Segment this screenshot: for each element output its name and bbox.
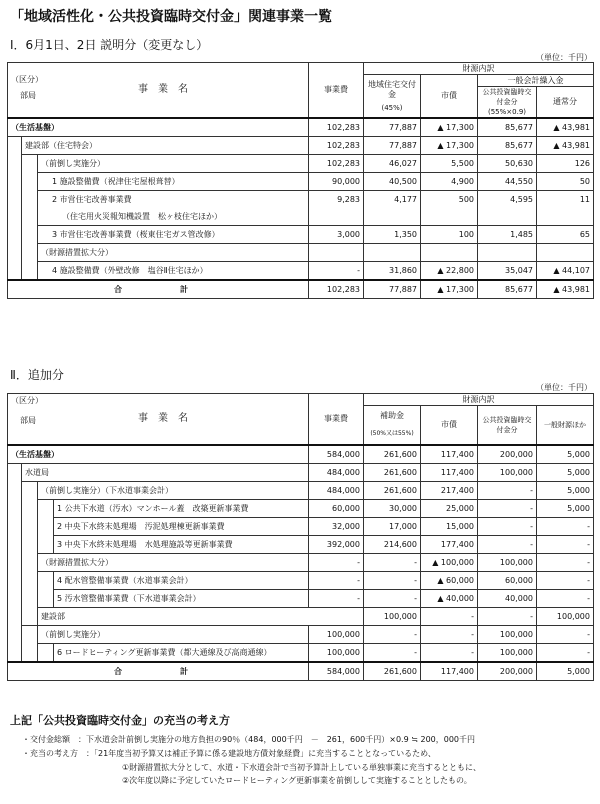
s1-header-jigyo: 事 業 名 (138, 84, 188, 95)
cell-koukyou (478, 208, 537, 226)
cell-kisai: 4,900 (421, 173, 478, 191)
cell-kisai: ▲ 22,800 (421, 262, 478, 281)
cell-tsujo: 11 (537, 191, 594, 209)
cell-chiiki: 77,887 (364, 118, 421, 137)
notes-line-4: ②次年度以降に予定していたロードヒーティング更新事業を前倒しして実施することとしたもの。 (122, 776, 472, 785)
row-label: 2 中央下水終末処理場 汚泥処理棟更新事業費 (54, 518, 309, 536)
total-kisai: ▲ 17,300 (421, 280, 478, 299)
table-row (8, 445, 594, 464)
cell-jigyohi: 60,000 (309, 500, 364, 518)
cell-koukyou: 60,000 (478, 572, 537, 590)
cell-koukyou: 4,595 (478, 191, 537, 209)
s2-header-hojo (364, 406, 421, 445)
total-jigyohi: 102,283 (309, 280, 364, 299)
cell-kisai: 5,500 (421, 155, 478, 173)
cell-tsujo: 126 (537, 155, 594, 173)
cell-hojo: - (421, 608, 478, 626)
s2-header-jigyohi: 事業費 (309, 394, 364, 446)
s1-header-zaigen: 財源内訳 (364, 63, 594, 75)
cell-ippan: - (537, 536, 594, 554)
row-label: 3 中央下水終末処理場 水処理施設等更新事業費 (54, 536, 309, 554)
cell-kisai: 25,000 (421, 500, 478, 518)
table-row (8, 590, 594, 608)
cell-jigyohi: 392,000 (309, 536, 364, 554)
cell-hojo: - (364, 590, 421, 608)
cell-ippan: - (537, 590, 594, 608)
notes-line-1: ・交付金総額 ：下水道会計前倒し実施分の地方負担の90％（484，000千円 － 261，600千円）×0.9 ≒ 200，000千円 (22, 735, 476, 744)
cell-hojo: 261,600 (364, 482, 421, 500)
cell-tsujo: ▲ 44,107 (537, 262, 594, 281)
cell-chiiki: 46,027 (364, 155, 421, 173)
cell-jigyohi: 9,283 (309, 191, 364, 209)
row-label: （財源措置拡大分） (38, 244, 309, 262)
total-row (8, 662, 594, 681)
indent-cell (8, 137, 22, 281)
indent-cell (38, 644, 54, 663)
total-koukyou: 200,000 (478, 662, 537, 681)
cell-kisai (421, 208, 478, 226)
row-label: （生活基盤） (8, 445, 309, 464)
cell-ippan: - (537, 554, 594, 572)
row-label: （前倒し実施分） (38, 155, 309, 173)
total-row (8, 280, 594, 299)
cell-hojo: - (364, 572, 421, 590)
s1-header-kisai: 市債 (421, 75, 478, 119)
table-row (8, 208, 594, 226)
s1-header-koukyou-rate: (55%×0.9) (488, 108, 527, 116)
cell-koukyou: 200,000 (478, 445, 537, 464)
table-row (8, 173, 594, 191)
s1-header-tsujo: 通常分 (537, 87, 594, 119)
row-label: 1 施設整備費（祝津住宅屋根葺替） (38, 173, 309, 191)
s2-header-hojo-label: 補助金 (380, 411, 404, 421)
notes (10, 712, 590, 788)
table-row (8, 226, 594, 244)
cell-koukyou: 50,630 (478, 155, 537, 173)
cell-koukyou (478, 244, 537, 262)
cell-hojo: 30,000 (364, 500, 421, 518)
cell-kisai: 100 (421, 226, 478, 244)
cell-kisai: - (478, 608, 537, 626)
cell-ippan: 5,000 (537, 482, 594, 500)
s1-header-chiiki-rate: (45%) (381, 103, 403, 112)
total-kisai: 117,400 (421, 662, 478, 681)
row-label: 建設部（住宅特会） (22, 137, 309, 155)
cell-ippan: - (537, 644, 594, 663)
cell-koukyou: 100,000 (478, 644, 537, 663)
cell-jigyohi: 102,283 (309, 137, 364, 155)
cell-chiiki: 1,350 (364, 226, 421, 244)
s1-header-koukyou (478, 87, 537, 119)
cell-kisai: ▲ 60,000 (421, 572, 478, 590)
section1-heading: Ⅰ．6月1日、2日 説明分（変更なし） (10, 38, 209, 52)
indent-cell (22, 626, 38, 663)
table-row (8, 137, 594, 155)
s1-header-chiiki-label: 地域住宅交付金 (368, 79, 417, 99)
row-label: （生活基盤） (8, 118, 309, 137)
cell-kisai: 117,400 (421, 445, 478, 464)
cell-jigyohi: 100,000 (364, 608, 421, 626)
cell-kisai: ▲ 17,300 (421, 137, 478, 155)
indent-cell (38, 500, 54, 554)
cell-hojo: 261,600 (364, 445, 421, 464)
cell-koukyou: - (478, 500, 537, 518)
cell-koukyou: 40,000 (478, 590, 537, 608)
row-label: 1 公共下水道（汚水）マンホール蓋 改築更新事業費 (54, 500, 309, 518)
section1-table (7, 62, 594, 299)
row-label: （前倒し実施分） (38, 626, 309, 644)
cell-kisai (421, 244, 478, 262)
cell-jigyohi: - (309, 262, 364, 281)
s2-header-kubun: （区分） (11, 396, 43, 405)
s2-header-kisai: 市債 (421, 406, 478, 445)
cell-koukyou: 100,000 (478, 626, 537, 644)
total-label: 合 計 (8, 662, 309, 681)
cell-kisai: 177,400 (421, 536, 478, 554)
table-row (8, 464, 594, 482)
s2-header-koukyou: 公共投資臨時交付金分 (478, 406, 537, 445)
section1-unit: （単位：千円） (536, 53, 592, 62)
section2-heading: Ⅱ．追加分 (10, 368, 64, 382)
cell-hojo: 261,600 (364, 464, 421, 482)
s2-header-bukyoku: 部局 (20, 416, 36, 425)
table-row (8, 554, 594, 572)
cell-koukyou: 100,000 (537, 608, 594, 626)
s1-header-ippan-kurire: 一般会計繰入金 (478, 75, 594, 87)
row-label: 2 市営住宅改善事業費 (38, 191, 309, 209)
total-chiiki: 77,887 (364, 280, 421, 299)
indent-cell (38, 572, 54, 608)
s2-header-ippan: 一般財源ほか (537, 406, 594, 445)
cell-chiiki (364, 208, 421, 226)
cell-chiiki: 4,177 (364, 191, 421, 209)
row-label: 5 汚水管整備事業費（下水道事業会計） (54, 590, 309, 608)
cell-jigyohi: 102,283 (309, 155, 364, 173)
cell-ippan: - (537, 518, 594, 536)
s1-header-jigyohi: 事業費 (309, 63, 364, 119)
indent-cell (8, 464, 22, 663)
cell-jigyohi: 584,000 (309, 445, 364, 464)
row-label: 4 配水管整備事業費（水道事業会計） (54, 572, 309, 590)
s1-header-bukyoku: 部局 (20, 91, 36, 100)
total-koukyou: 85,677 (478, 280, 537, 299)
cell-hojo: 214,600 (364, 536, 421, 554)
cell-kisai: 500 (421, 191, 478, 209)
cell-jigyohi: 100,000 (309, 644, 364, 663)
row-label: （財源措置拡大分） (38, 554, 309, 572)
cell-tsujo: 65 (537, 226, 594, 244)
cell-kisai: - (421, 644, 478, 663)
cell-chiiki (364, 244, 421, 262)
table-row (8, 482, 594, 500)
cell-hojo: - (364, 644, 421, 663)
cell-tsujo (537, 208, 594, 226)
cell-hojo: 17,000 (364, 518, 421, 536)
cell-kisai: ▲ 17,300 (421, 118, 478, 137)
cell-jigyohi: 32,000 (309, 518, 364, 536)
table-row (8, 118, 594, 137)
cell-jigyohi: 102,283 (309, 118, 364, 137)
s2-header-hojo-rate: (50%又は55%) (370, 430, 414, 438)
section2-unit: （単位：千円） (536, 383, 592, 392)
cell-jigyohi: 90,000 (309, 173, 364, 191)
s2-header-jigyo-cell (8, 394, 309, 446)
notes-line-2: ・充当の考え方 ：「21年度当初予算又は補正予算に係る建設地方債対象経費」に充当することとなっているため、 (22, 749, 436, 758)
cell-hojo: - (364, 554, 421, 572)
cell-jigyohi: 3,000 (309, 226, 364, 244)
cell-ippan: 5,000 (537, 464, 594, 482)
cell-chiiki: 31,860 (364, 262, 421, 281)
total-jigyohi: 584,000 (309, 662, 364, 681)
cell-koukyou: - (478, 536, 537, 554)
cell-jigyohi: 484,000 (309, 464, 364, 482)
s1-header-kubun: （区分） (11, 75, 43, 84)
cell-jigyohi (309, 244, 364, 262)
cell-ippan: - (537, 572, 594, 590)
table-row (8, 572, 594, 590)
cell-kisai: ▲ 40,000 (421, 590, 478, 608)
cell-koukyou: 1,485 (478, 226, 537, 244)
cell-kisai: 217,400 (421, 482, 478, 500)
cell-jigyohi: - (309, 554, 364, 572)
cell-koukyou: 85,677 (478, 137, 537, 155)
indent-cell (22, 482, 38, 626)
table-row (8, 262, 594, 281)
row-label: 4 施設整備費（外壁改修 塩谷Ⅱ住宅ほか） (38, 262, 309, 281)
table-row (8, 536, 594, 554)
table-row (8, 608, 594, 626)
cell-kisai: 117,400 (421, 464, 478, 482)
cell-jigyohi: - (309, 590, 364, 608)
section2-table (7, 393, 594, 681)
table-row (8, 244, 594, 262)
cell-tsujo: ▲ 43,981 (537, 118, 594, 137)
cell-chiiki: 40,500 (364, 173, 421, 191)
cell-kisai: 15,000 (421, 518, 478, 536)
indent-cell (22, 155, 38, 281)
table-row (8, 191, 594, 209)
cell-ippan: 5,000 (537, 445, 594, 464)
notes-line-3: ①財源措置拡大分として、水道・下水道会計で当初予算計上している単独事業に充当するとともに、 (122, 763, 482, 772)
table-row (8, 626, 594, 644)
total-hojo: 261,600 (364, 662, 421, 681)
row-label: 水道局 (22, 464, 309, 482)
cell-jigyohi: 484,000 (309, 482, 364, 500)
cell-koukyou: 44,550 (478, 173, 537, 191)
notes-heading: 上記「公共投資臨時交付金」の充当の考え方 (10, 714, 230, 727)
cell-ippan: 5,000 (537, 500, 594, 518)
cell-chiiki: 77,887 (364, 137, 421, 155)
s1-header-koukyou-label: 公共投資臨時交付金分 (482, 88, 532, 106)
total-tsujo: ▲ 43,981 (537, 280, 594, 299)
total-ippan: 5,000 (537, 662, 594, 681)
s2-header-zaigen: 財源内訳 (364, 394, 594, 406)
cell-kisai: - (421, 626, 478, 644)
cell-koukyou: 35,047 (478, 262, 537, 281)
table-row (8, 500, 594, 518)
s1-header-chiiki (364, 75, 421, 119)
cell-koukyou: 85,677 (478, 118, 537, 137)
cell-hojo: - (364, 626, 421, 644)
table-row (8, 644, 594, 663)
cell-tsujo: 50 (537, 173, 594, 191)
row-label: 3 市営住宅改善事業費（桜東住宅ガス管改修） (38, 226, 309, 244)
cell-koukyou: - (478, 482, 537, 500)
table-row (8, 518, 594, 536)
table-row (8, 155, 594, 173)
cell-koukyou: 100,000 (478, 464, 537, 482)
row-label: 建設部 (38, 608, 364, 626)
s2-header-jigyo: 事 業 名 (138, 413, 188, 424)
cell-jigyohi (309, 208, 364, 226)
cell-koukyou: - (478, 518, 537, 536)
cell-jigyohi: 100,000 (309, 626, 364, 644)
s1-header-jigyo-cell (8, 63, 309, 119)
cell-tsujo (537, 244, 594, 262)
cell-ippan: - (537, 626, 594, 644)
page-title: 「地域活性化・公共投資臨時交付金」関連事業一覧 (10, 9, 332, 25)
row-label: 6 ロードヒーティング更新事業費（都大通線及び高商通線） (54, 644, 309, 663)
cell-kisai: ▲ 100,000 (421, 554, 478, 572)
cell-jigyohi: - (309, 572, 364, 590)
cell-koukyou: 100,000 (478, 554, 537, 572)
cell-tsujo: ▲ 43,981 (537, 137, 594, 155)
row-label: （前倒し実施分）（下水道事業会計） (38, 482, 309, 500)
row-label: （住宅用火災報知機設置 松ヶ枝住宅ほか） (38, 208, 309, 226)
total-label: 合 計 (8, 280, 309, 299)
